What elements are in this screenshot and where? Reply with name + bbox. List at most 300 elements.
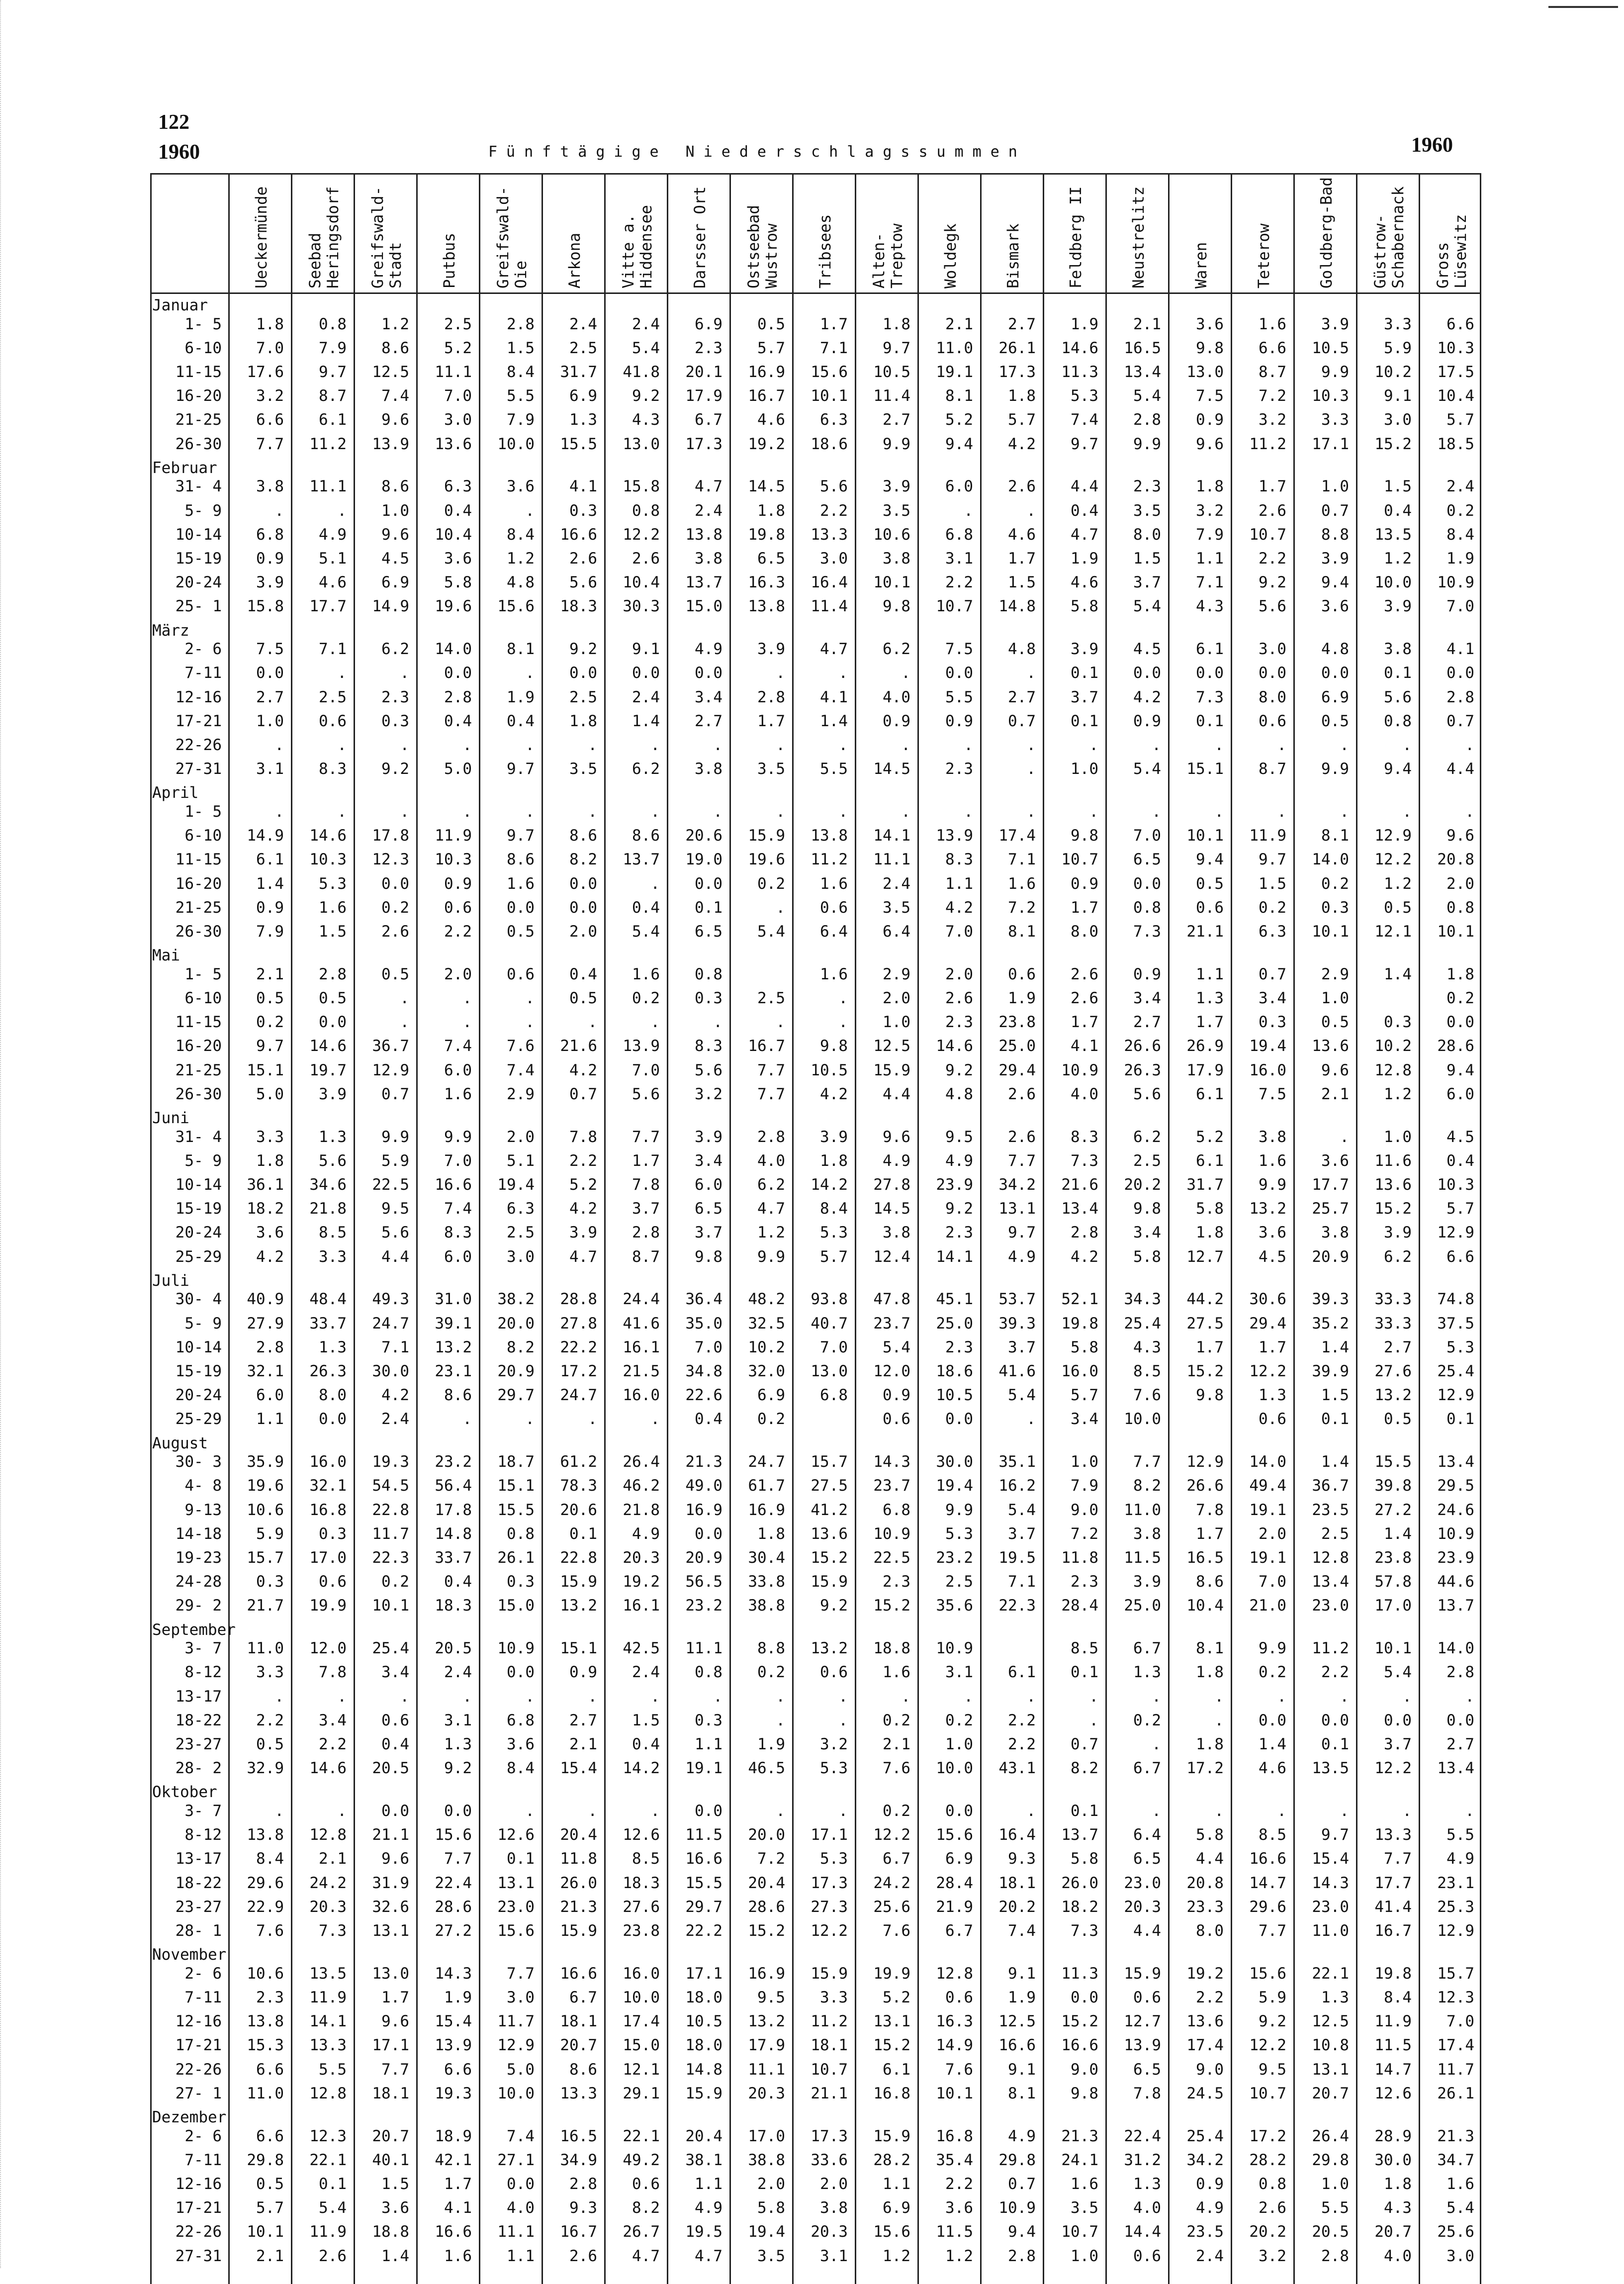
precipitation-value: 1.4 [256,874,284,893]
precipitation-value: 2.8 [632,1224,660,1242]
precipitation-value: 5.5 [1321,2199,1349,2217]
precipitation-value: 9.6 [381,1850,409,1868]
precipitation-value: 19.2 [748,435,785,453]
precipitation-value: 6.6 [1446,1247,1474,1266]
table-row [150,1636,1481,1660]
precipitation-value: 11.8 [1061,1548,1098,1567]
precipitation-value: 27.5 [811,1477,848,1495]
table-row [150,709,1481,733]
precipitation-value: . [525,1687,535,1706]
period-label: 6-10 [184,989,222,1007]
precipitation-value: 9.7 [507,827,535,845]
precipitation-value: 35.4 [936,2151,973,2169]
station-header: Bismark [1004,223,1022,288]
precipitation-value: 37.5 [1437,1314,1474,1332]
precipitation-value: 16.9 [748,1501,785,1519]
precipitation-value: 19.8 [1061,1314,1098,1332]
precipitation-value: 3.5 [1133,501,1161,520]
precipitation-value: 1.3 [1321,1988,1349,2006]
precipitation-value: 4.7 [695,2247,722,2265]
precipitation-value: 28.2 [873,2151,910,2169]
precipitation-value: 0.6 [883,1410,910,1428]
precipitation-value: 7.3 [1133,922,1161,941]
precipitation-value: 25.4 [372,1639,409,1658]
precipitation-value: 0.9 [1133,965,1161,983]
precipitation-value: 9.8 [695,1247,722,1266]
precipitation-value: 7.7 [1008,1151,1036,1170]
precipitation-value: 7.7 [757,1085,785,1103]
precipitation-value: 15.7 [1437,1964,1474,1983]
precipitation-value: 41.2 [811,1501,848,1519]
precipitation-value: 3.8 [1133,1524,1161,1543]
precipitation-value: 0.7 [1259,965,1286,983]
period-label: 16-20 [175,874,222,893]
precipitation-value: 2.5 [757,989,785,1007]
precipitation-value: 15.4 [560,1759,597,1778]
precipitation-value: 13.3 [560,2084,597,2102]
precipitation-value: 3.6 [1321,1151,1349,1170]
precipitation-value: 5.6 [1259,597,1286,616]
precipitation-value: 1.0 [1071,2247,1098,2265]
precipitation-value: 7.8 [632,1175,660,1194]
precipitation-value: 16.1 [623,1338,660,1356]
period-label: 20-24 [175,1224,222,1242]
period-label: 30- 4 [175,1290,222,1309]
precipitation-value: 4.3 [632,411,660,429]
precipitation-value: 1.5 [507,339,535,357]
precipitation-value: 4.4 [1133,1921,1161,1940]
precipitation-value: 2.3 [883,1573,910,1591]
period-label: 27- 1 [175,2084,222,2102]
precipitation-value: 4.5 [1133,640,1161,659]
precipitation-value: 25.4 [1186,2127,1224,2145]
precipitation-value: 20.1 [685,363,722,381]
table-row [150,336,1481,360]
precipitation-value: 1.5 [1008,573,1036,592]
precipitation-value: 6.0 [695,1175,722,1194]
precipitation-value: 7.0 [1259,1573,1286,1591]
precipitation-value: 2.8 [256,1338,284,1356]
precipitation-value: 23.0 [497,1898,535,1916]
table-row [150,1010,1481,1034]
precipitation-value: 8.3 [695,1037,722,1055]
precipitation-value: 0.0 [695,1524,722,1543]
period-label: 21-25 [175,898,222,917]
precipitation-value: 17.1 [372,2036,409,2055]
precipitation-value: 36.1 [247,1175,284,1194]
precipitation-value: 1.7 [1259,1338,1286,1356]
precipitation-value: 0.5 [319,989,347,1007]
precipitation-value: 14.1 [873,827,910,845]
precipitation-value: 16.3 [748,573,785,592]
precipitation-value: 26.0 [560,1874,597,1892]
period-label: 8-12 [184,1826,222,1844]
precipitation-value: 11.9 [309,2223,347,2241]
precipitation-value: . [1089,736,1098,754]
precipitation-value: 31.2 [1124,2151,1161,2169]
precipitation-value: 19.4 [748,2223,785,2241]
precipitation-value: 0.7 [1008,2175,1036,2193]
precipitation-value: 13.4 [1312,1573,1349,1591]
table-row [150,2082,1481,2105]
precipitation-value: 17.3 [998,363,1036,381]
precipitation-value: 3.8 [820,2199,848,2217]
precipitation-value: . [462,1410,472,1428]
precipitation-value: 0.4 [632,1735,660,1753]
precipitation-value: 17.8 [372,827,409,845]
table-row [150,384,1481,408]
precipitation-value: 23.7 [873,1477,910,1495]
precipitation-value: 0.6 [319,712,347,730]
precipitation-value: 1.5 [1384,477,1412,496]
precipitation-value: . [1340,802,1349,821]
precipitation-value: 3.9 [1321,315,1349,333]
precipitation-value: 23.0 [1312,1898,1349,1916]
precipitation-value: 13.7 [623,851,660,869]
precipitation-value: 13.2 [1249,1200,1286,1218]
precipitation-value: 7.1 [1196,573,1224,592]
precipitation-value: 2.3 [381,688,409,706]
precipitation-value: 2.4 [381,1410,409,1428]
precipitation-value: 32.5 [748,1314,785,1332]
precipitation-value: 9.5 [945,1128,973,1146]
precipitation-value: 0.2 [1446,989,1474,1007]
precipitation-value: 3.2 [256,387,284,405]
precipitation-value: 7.1 [381,1338,409,1356]
precipitation-value: 5.0 [256,1085,284,1103]
precipitation-value: 15.9 [685,2084,722,2102]
precipitation-value: 6.1 [883,2060,910,2079]
precipitation-value: 0.5 [1321,1013,1349,1032]
precipitation-value: 0.7 [1321,501,1349,520]
precipitation-value: 24.6 [1437,1501,1474,1519]
precipitation-value: 36.7 [372,1037,409,1055]
precipitation-value: 6.0 [444,1061,472,1079]
precipitation-value: 45.1 [936,1290,973,1309]
precipitation-value: 8.4 [820,1200,848,1218]
precipitation-value: 4.0 [883,688,910,706]
precipitation-value: 31.7 [560,363,597,381]
precipitation-value: 22.3 [372,1548,409,1567]
precipitation-value: 22.1 [1312,1964,1349,1983]
precipitation-value: 1.7 [1196,1524,1224,1543]
precipitation-value: 1.5 [1133,549,1161,568]
precipitation-value: 11.1 [435,363,472,381]
precipitation-value: 1.1 [1196,549,1224,568]
precipitation-value: 20.9 [685,1548,722,1567]
table-row [150,757,1481,781]
precipitation-value: . [1152,736,1161,754]
precipitation-value: 3.6 [1196,315,1224,333]
precipitation-value: 5.4 [1008,1386,1036,1405]
precipitation-value: 3.7 [1071,688,1098,706]
precipitation-value: 0.2 [883,1711,910,1729]
precipitation-value: 3.0 [507,1247,535,1266]
precipitation-value: 2.6 [569,549,597,568]
precipitation-value: 11.9 [309,1988,347,2006]
precipitation-value: 1.4 [1259,1735,1286,1753]
precipitation-value: 9.8 [1196,1386,1224,1405]
table-row [150,1149,1481,1173]
precipitation-value: 2.5 [507,1224,535,1242]
precipitation-value: 14.9 [372,597,409,616]
station-header: Waren [1192,242,1210,288]
precipitation-value: 18.1 [998,1874,1036,1892]
precipitation-value: 3.4 [319,1711,347,1729]
table-row [150,547,1481,571]
precipitation-value: 5.8 [1071,1338,1098,1356]
precipitation-value: 0.9 [883,712,910,730]
precipitation-value: 39.3 [1312,1290,1349,1309]
table-row [150,475,1481,498]
precipitation-value: 0.1 [1196,712,1224,730]
precipitation-value: . [713,802,722,821]
precipitation-value: 2.3 [256,1988,284,2006]
table-row [150,2009,1481,2033]
precipitation-value: 16.8 [873,2084,910,2102]
precipitation-value: 12.8 [1374,1061,1412,1079]
precipitation-value: 1.0 [1321,989,1349,1007]
precipitation-value: . [713,1013,722,1032]
precipitation-value: 3.9 [695,1128,722,1146]
precipitation-value: 1.8 [256,315,284,333]
table-row [150,733,1481,757]
precipitation-value: 23.8 [623,1921,660,1940]
precipitation-value: 42.1 [435,2151,472,2169]
precipitation-value: 5.7 [1071,1386,1098,1405]
precipitation-value: 0.0 [1133,874,1161,893]
precipitation-value: 20.0 [497,1314,535,1332]
table-row [150,2058,1481,2082]
precipitation-value: 7.0 [1446,2012,1474,2031]
precipitation-value: . [588,1687,597,1706]
precipitation-value: 3.0 [1259,640,1286,659]
precipitation-value: 3.4 [1259,989,1286,1007]
precipitation-value: 4.3 [1196,597,1224,616]
precipitation-value: 12.9 [1374,827,1412,845]
precipitation-value: 21.8 [623,1501,660,1519]
precipitation-value: 12.2 [1249,1362,1286,1380]
precipitation-value: 11.0 [247,2084,284,2102]
period-label: 16-20 [175,1037,222,1055]
precipitation-value: 3.1 [444,1711,472,1729]
precipitation-value: 2.5 [319,688,347,706]
precipitation-value: 13.0 [372,1964,409,1983]
precipitation-value: 29.8 [998,2151,1036,2169]
precipitation-value: 22.5 [873,1548,910,1567]
precipitation-value: 4.6 [1259,1759,1286,1778]
precipitation-value: 11.5 [685,1826,722,1844]
precipitation-value: 2.3 [1071,1573,1098,1591]
precipitation-value: . [776,1711,785,1729]
precipitation-value: 2.8 [507,315,535,333]
precipitation-value: 0.0 [945,664,973,682]
precipitation-value: 25.0 [1124,1597,1161,1615]
precipitation-value: 27.8 [873,1175,910,1194]
precipitation-value: 7.4 [507,2127,535,2145]
precipitation-value: 2.3 [695,339,722,357]
precipitation-value: 17.0 [309,1548,347,1567]
month-label: Februar [152,459,217,477]
precipitation-value: 16.6 [560,525,597,544]
precipitation-value: 8.5 [319,1224,347,1242]
precipitation-value: 9.8 [1071,827,1098,845]
precipitation-value: 6.0 [945,477,973,496]
precipitation-value: 0.6 [1259,712,1286,730]
precipitation-value: 16.7 [748,1037,785,1055]
precipitation-value: . [964,1687,973,1706]
precipitation-value: 7.6 [1133,1386,1161,1405]
precipitation-value: 5.3 [820,1224,848,1242]
precipitation-value: 4.2 [945,898,973,917]
precipitation-value: 3.7 [1384,1735,1412,1753]
precipitation-value: 21.9 [936,1898,973,1916]
precipitation-value: 3.8 [1384,640,1412,659]
precipitation-value: . [901,1687,910,1706]
station-header: Güstrow- Schabernack [1371,186,1407,288]
precipitation-value: 7.5 [1259,1085,1286,1103]
table-row [150,986,1481,1010]
precipitation-value: . [838,1687,848,1706]
month-label: September [152,1620,236,1639]
precipitation-value: 10.5 [811,1061,848,1079]
precipitation-value: 4.9 [1196,2199,1224,2217]
precipitation-value: 1.2 [945,2247,973,2265]
table-row [150,1709,1481,1732]
precipitation-value: 1.7 [444,2175,472,2193]
precipitation-value: 1.6 [1071,2175,1098,2193]
precipitation-value: 2.2 [1008,1711,1036,1729]
precipitation-value: 0.0 [1196,664,1224,682]
precipitation-value: . [525,989,535,1007]
precipitation-value: 14.8 [685,2060,722,2079]
precipitation-value: 7.7 [444,1850,472,1868]
period-label: 26-30 [175,922,222,941]
station-header: Arkona [566,233,584,288]
precipitation-value: 35.6 [936,1597,973,1615]
precipitation-value: 1.7 [1071,1013,1098,1032]
precipitation-value: 4.4 [1071,477,1098,496]
precipitation-value: 14.9 [936,2036,973,2055]
precipitation-value: 6.3 [1259,922,1286,941]
precipitation-value: 10.0 [623,1988,660,2006]
precipitation-value: 17.1 [1312,435,1349,453]
precipitation-value: 12.7 [1186,1247,1224,1266]
precipitation-value: 10.6 [247,1964,284,1983]
precipitation-value: . [650,1013,660,1032]
precipitation-value: 14.5 [748,477,785,496]
precipitation-value: 7.9 [256,922,284,941]
precipitation-value: 3.6 [507,477,535,496]
period-label: 30- 3 [175,1453,222,1471]
precipitation-value: 2.1 [256,2247,284,2265]
precipitation-value: 6.1 [1196,1085,1224,1103]
precipitation-value: 12.9 [1437,1386,1474,1405]
precipitation-value: 2.3 [945,1224,973,1242]
precipitation-value: 0.0 [381,1802,409,1820]
precipitation-value: 0.4 [632,898,660,917]
precipitation-value: 0.1 [695,898,722,917]
precipitation-value: 7.9 [1071,1477,1098,1495]
precipitation-value: 12.5 [873,1037,910,1055]
precipitation-value: 7.7 [757,1061,785,1079]
precipitation-value: 16.0 [623,1964,660,1983]
precipitation-value: 3.9 [757,640,785,659]
precipitation-value: 3.9 [1384,597,1412,616]
table-row [150,1383,1481,1407]
station-header: Putbus [441,233,458,288]
precipitation-value: 0.9 [1071,874,1098,893]
precipitation-value: 2.4 [632,315,660,333]
table-row [150,2033,1481,2057]
precipitation-value: 4.7 [695,477,722,496]
precipitation-value: 6.9 [883,2199,910,2217]
precipitation-value: 6.1 [1008,1663,1036,1682]
precipitation-value: . [1465,736,1474,754]
precipitation-value: 18.0 [685,2036,722,2055]
precipitation-value: 0.7 [1071,1735,1098,1753]
precipitation-value: 4.9 [632,1524,660,1543]
precipitation-value: . [1214,802,1224,821]
precipitation-value: 11.9 [435,827,472,845]
precipitation-value: 3.0 [820,549,848,568]
precipitation-value: 2.8 [757,1128,785,1146]
precipitation-value: 13.4 [1124,363,1161,381]
precipitation-value: 18.2 [1061,1898,1098,1916]
precipitation-value: 16.6 [1061,2036,1098,2055]
table-row [150,896,1481,920]
precipitation-value: 0.8 [1259,2175,1286,2193]
period-label: 25- 1 [175,597,222,616]
precipitation-value: 2.1 [319,1850,347,1868]
precipitation-value: 38.2 [497,1290,535,1309]
precipitation-value: 12.5 [372,363,409,381]
precipitation-value: 13.4 [1437,1759,1474,1778]
precipitation-value: 12.3 [309,2127,347,2145]
precipitation-value: . [400,1687,409,1706]
precipitation-value: 0.3 [1321,898,1349,917]
precipitation-value: 14.1 [936,1247,973,1266]
precipitation-value: 5.7 [1446,411,1474,429]
precipitation-value: 0.0 [695,874,722,893]
precipitation-value: 23.5 [1186,2223,1224,2241]
precipitation-value: 8.6 [381,339,409,357]
precipitation-value: 6.1 [319,411,347,429]
precipitation-value: 2.5 [945,1573,973,1591]
scan-edge [0,0,4,2268]
table-row [150,1756,1481,1780]
precipitation-value: 2.6 [569,2247,597,2265]
precipitation-value: 17.2 [560,1362,597,1380]
precipitation-value: 8.0 [1196,1921,1224,1940]
table-row [150,1082,1481,1106]
period-label: 20-24 [175,1386,222,1405]
precipitation-value: 10.7 [1061,851,1098,869]
precipitation-value: 3.7 [1008,1338,1036,1356]
precipitation-value: . [650,1687,660,1706]
precipitation-value: 14.6 [936,1037,973,1055]
precipitation-value: 13.2 [1374,1386,1412,1405]
precipitation-value: 9.6 [1196,435,1224,453]
precipitation-value: 7.9 [1196,525,1224,544]
precipitation-value: 22.1 [623,2127,660,2145]
precipitation-value: 2.4 [883,874,910,893]
precipitation-value: 34.2 [998,1175,1036,1194]
precipitation-value: 5.1 [507,1151,535,1170]
precipitation-value: 26.7 [623,2223,660,2241]
precipitation-value: . [1214,1687,1224,1706]
precipitation-value: 7.2 [1259,387,1286,405]
